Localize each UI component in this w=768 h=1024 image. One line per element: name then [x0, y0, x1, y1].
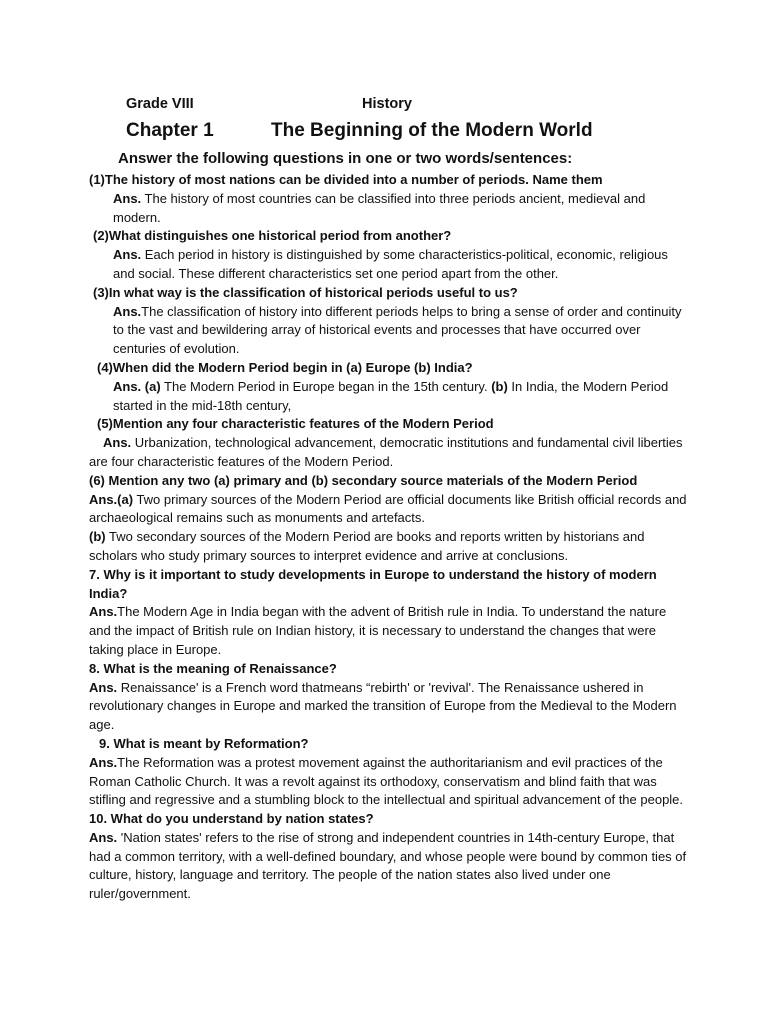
answer-5	[89, 434, 689, 472]
answer-label: Ans.	[89, 829, 118, 845]
answer-4	[89, 378, 683, 416]
answer-label: Ans.	[113, 190, 142, 206]
grade-label: Grade VIII	[126, 96, 194, 112]
answer-text: Each period in history is distinguished by some characteristics-political, economic, religious and social. These different characteristics set one period apart from the other.	[113, 247, 668, 281]
answer-text: Renaissance' is a French word thatmeans “rebirth' or 'revival'. The Renaissance ushered in revolutionary changes in Europe and marked the transition of Europe from the Medieval to the Modern age.	[89, 679, 677, 733]
chapter-title: The Beginning of the Modern World	[271, 120, 593, 141]
question-2: (2)What distinguishes one historical period from another?	[93, 228, 452, 244]
answer-text: The classification of history into different periods helps to bring a sense of order and continuity to the vast and bewildering array of historical events and processes that have occurred over centuries of evolution.	[113, 303, 682, 357]
question-9: 9. What is meant by Reformation?	[99, 735, 309, 751]
answer-label: Ans.(a)	[89, 491, 134, 507]
answer-label: Ans.	[113, 247, 142, 263]
answer-label-b: (b)	[89, 529, 106, 545]
answer-2	[89, 246, 683, 284]
subject-label: History	[362, 96, 412, 112]
answer-label-b: (b)	[491, 378, 508, 394]
answer-10	[89, 829, 689, 904]
question-1: (1)The history of most nations can be divided into a number of periods. Name them	[89, 172, 603, 187]
question-10: 10. What do you understand by nation states?	[89, 811, 374, 827]
answer-text: Two primary sources of the Modern Period are official documents like British official records and archaeological remains such as monuments and artefacts.	[89, 491, 687, 526]
qa-list	[89, 171, 689, 904]
answer-text: The Modern Period in Europe began in the 15th century.	[160, 378, 492, 394]
answer-text-b: Two secondary sources of the Modern Period are books and reports written by historians and scholars who study primary sources to interpret evidence and arrive at conclusions.	[89, 529, 645, 563]
answer-label: Ans.	[89, 754, 118, 770]
question-7: 7. Why is it important to study developments in Europe to understand the history of modern India?	[89, 566, 657, 601]
answer-7	[89, 603, 689, 659]
question-6: (6) Mention any two (a) primary and (b) secondary source materials of the Modern Period	[89, 472, 638, 488]
answer-1	[89, 190, 683, 228]
answer-label: Ans.	[89, 679, 118, 695]
instruction-heading: Answer the following questions in one or two words/sentences:	[118, 150, 573, 167]
question-4: (4)When did the Modern Period begin in (a) Europe (b) India?	[97, 359, 473, 375]
answer-9	[89, 754, 689, 810]
answer-label: Ans.	[113, 303, 142, 319]
answer-6a	[89, 491, 689, 529]
chapter-number: Chapter 1	[126, 120, 214, 141]
question-3: (3)In what way is the classification of historical periods useful to us?	[93, 284, 518, 300]
question-5: (5)Mention any four characteristic features of the Modern Period	[97, 416, 494, 432]
answer-label: Ans. (a)	[113, 378, 161, 394]
answer-text: The Modern Age in India began with the advent of British rule in India. To understand the nature and the impact of British rule on Indian history, it is necessary to understand the changes that were taking place in Europe.	[89, 604, 667, 657]
answer-text: Urbanization, technological advancement, democratic institutions and fundamental civil liberties are four characteristic features of the Modern Period.	[89, 435, 683, 469]
answer-label: Ans.	[89, 604, 118, 620]
answer-3	[89, 303, 683, 359]
answer-text: The history of most countries can be classified into three periods ancient, medieval and modern.	[113, 190, 646, 225]
answer-text: 'Nation states' refers to the rise of strong and independent countries in 14th-century Europe, that had a common territory, with a well-defined boundary, and whose people were bound by common ties of culture, history, language and territory. The people of the nation states also lived under one ruler/government.	[89, 829, 687, 902]
answer-label: Ans.	[103, 435, 132, 451]
answer-text: The Reformation was a protest movement against the authoritarianism and evil practices of the Roman Catholic Church. It was a revolt against its orthodoxy, conservatism and blind faith that was stifling and regressive and a stumbling block to the intellectual and spiritual advancement of the people.	[89, 754, 684, 808]
answer-6b	[89, 528, 689, 566]
answer-text-b: In India, the Modern Period started in the mid-18th century,	[113, 378, 669, 413]
answer-8	[89, 679, 689, 735]
question-8: 8. What is the meaning of Renaissance?	[89, 660, 337, 676]
